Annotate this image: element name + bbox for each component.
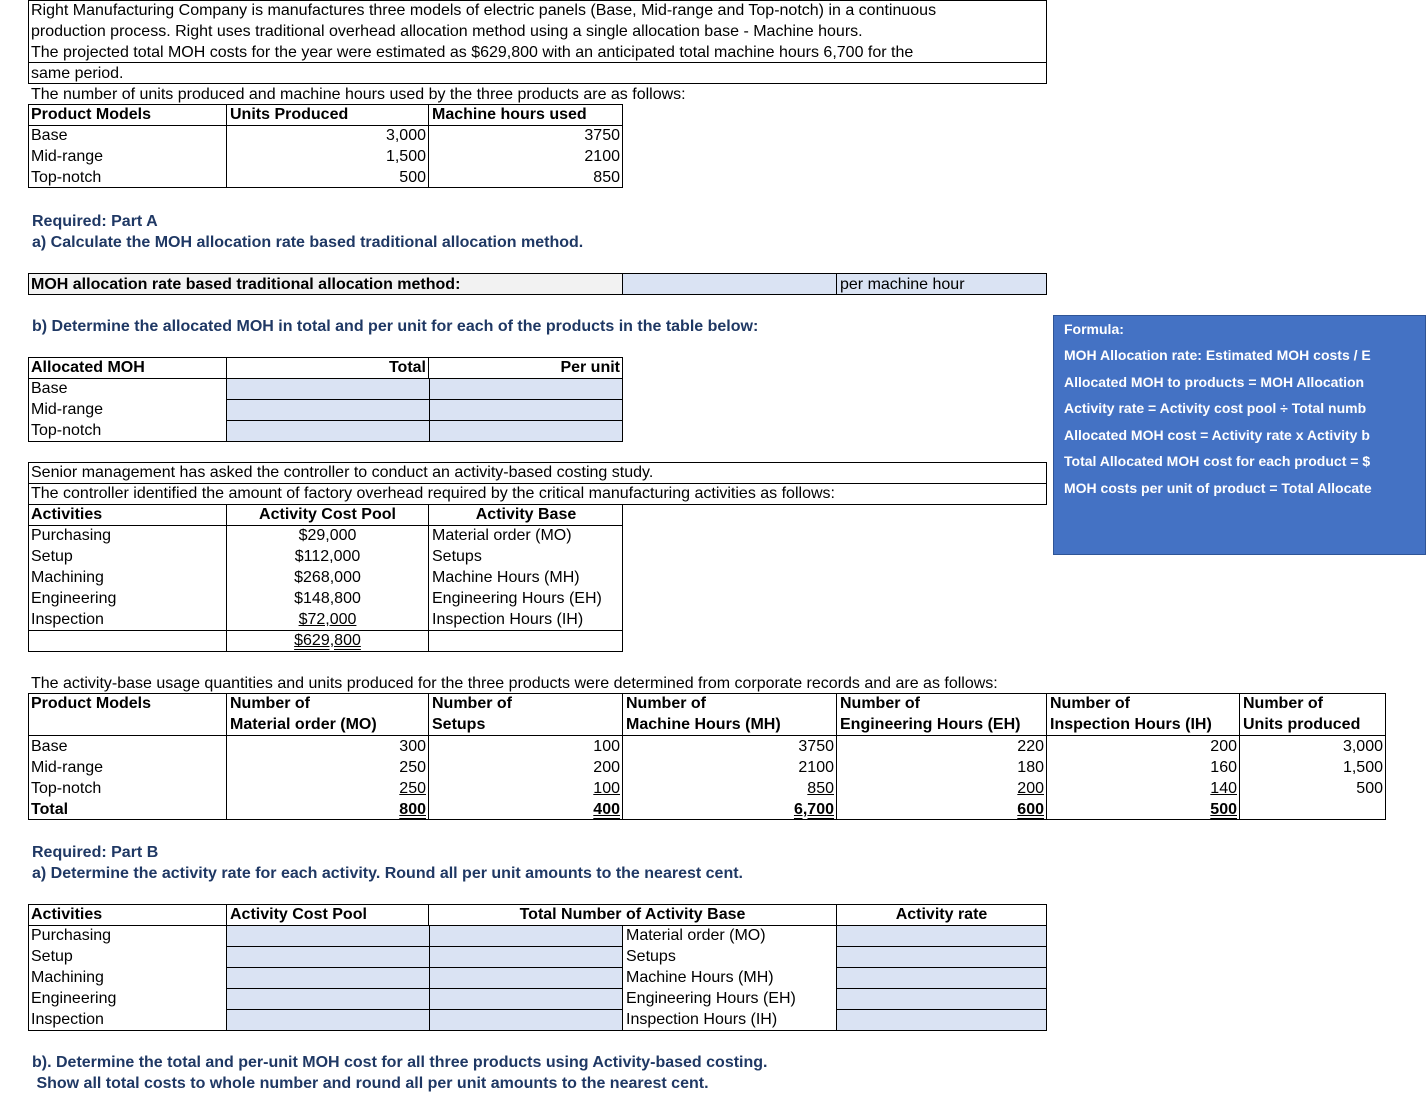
rate-header-pool: Activity Cost Pool [230,906,367,923]
usage-header-ih-top: Number of [1050,695,1130,712]
usage-header-eh-top: Number of [840,695,920,712]
pool-row-base: Setups [432,548,482,565]
rate-row-activity: Machining [31,969,104,986]
rate-row-base: Material order (MO) [626,927,766,944]
pool-row-base: Material order (MO) [432,527,572,544]
usage-row-mo: 250 [399,759,426,776]
usage-row-setups: 200 [593,759,620,776]
formula-line: Allocated MOH cost = Activity rate x Activity b [1064,427,1370,443]
activity-rate-input[interactable] [836,1009,1047,1031]
units-row-units: 500 [399,169,426,186]
usage-total-eh-value: 600 [1017,801,1044,818]
pool-total [226,630,429,651]
usage-row-mh: 2100 [798,759,834,776]
rate-pool-input[interactable] [226,1009,430,1031]
usage-total-label: Total [31,801,69,818]
usage-header-ih: Inspection Hours (IH) [1050,716,1212,733]
usage-row-units: 1,500 [1342,759,1383,776]
partB-question-a: a) Determine the activity rate for each activity. Round all per unit amounts to the nearest cent. [32,865,743,882]
usage-row-setups [429,778,623,799]
partB-question-b2: Show all total costs to whole number and round all per unit amounts to the nearest cent. [32,1075,709,1092]
intro-line-3: The projected total MOH costs for the year were estimated as $629,800 with an anticipated total machine hours 6,700 for the [31,44,914,61]
pool-header-base: Activity Base [475,506,577,523]
rate-base-qty-input[interactable] [429,925,623,947]
formula-title: Formula: [1064,321,1124,337]
alloc-per-unit-input[interactable] [429,420,623,442]
units-row-model: Mid-range [31,148,104,165]
units-header-hours: Machine hours used [432,106,587,123]
usage-row-eh [836,778,1047,799]
usage-row-mo [226,778,429,799]
pool-row-activity: Purchasing [31,527,112,544]
pool-row-activity: Inspection [31,611,104,628]
intro-line-2: production process. Right uses traditional overhead allocation method using a single allocation base - Machine hours. [31,23,863,40]
usage-row-mo: 300 [399,738,426,755]
usage-setups-value: 100 [593,780,620,797]
units-row-units: 3,000 [385,127,426,144]
partA-question-a: a) Calculate the MOH allocation rate based traditional allocation method. [32,234,584,251]
pool-row-activity: Engineering [31,590,117,607]
formula-line: MOH costs per unit of product = Total Allocate [1064,480,1372,496]
pool-row-activity: Machining [31,569,104,586]
usage-total-mh-value: 6,700 [793,801,834,818]
usage-header-mh: Machine Hours (MH) [626,716,781,733]
rate-pool-input[interactable] [226,967,430,989]
pool-row-amount [226,609,429,630]
usage-ih-value: 140 [1210,780,1237,797]
alloc-row-label: Mid-range [31,401,104,418]
units-row-hours: 850 [593,169,620,186]
rate-base-qty-input[interactable] [429,988,623,1010]
usage-mh-value: 850 [807,780,834,797]
rate-row-activity: Engineering [31,990,117,1007]
rate-row-base: Engineering Hours (EH) [626,990,796,1007]
rate-base-qty-input[interactable] [429,967,623,989]
usage-mo-value: 250 [399,780,426,797]
usage-row-setups: 100 [593,738,620,755]
abc-line-1: Senior management has asked the controller to conduct an activity-based costing study. [31,464,654,481]
pool-row-activity: Setup [31,548,73,565]
pool-header-activity: Activities [31,506,103,523]
usage-row-units: 500 [1356,780,1383,797]
pool-row-base: Machine Hours (MH) [432,569,580,586]
alloc-total-input[interactable] [226,378,430,400]
partA-question-b: b) Determine the allocated MOH in total and per unit for each of the products in the table below: [32,318,759,335]
usage-header-mh-top: Number of [626,695,706,712]
alloc-row-label: Top-notch [31,422,102,439]
usage-total-ih-value: 500 [1210,801,1237,818]
rate-pool-input[interactable] [226,946,430,968]
usage-row-eh: 220 [1017,738,1044,755]
rate-pool-input[interactable] [226,988,430,1010]
activity-rate-input[interactable] [836,925,1047,947]
rate-pool-input[interactable] [226,925,430,947]
usage-row-ih: 160 [1210,759,1237,776]
alloc-total-input[interactable] [226,420,430,442]
usage-intro: The activity-base usage quantities and units produced for the three products were determined from corporate records and are as follows: [31,675,998,692]
usage-total-mo [226,799,429,820]
intro-line-5: The number of units produced and machine hours used by the three products are as follows: [31,86,686,103]
rate-row-activity: Inspection [31,1011,104,1028]
pool-total-value: $629,800 [294,632,361,649]
usage-total-setups-value: 400 [593,801,620,818]
pool-row-amount: $148,800 [294,590,361,607]
alloc-header-total: Total [388,359,426,376]
formula-line: MOH Allocation rate: Estimated MOH costs / E [1064,347,1371,363]
pool-row-amount: $268,000 [294,569,361,586]
pool-row-amount: $112,000 [294,548,361,565]
pool-row-amount: $29,000 [298,527,357,544]
usage-row-ih: 200 [1210,738,1237,755]
usage-total-ih [1046,799,1240,820]
usage-row-model: Top-notch [31,780,102,797]
rate-base-qty-input[interactable] [429,1009,623,1031]
alloc-header-label: Allocated MOH [31,359,145,376]
rate-base-qty-input[interactable] [429,946,623,968]
usage-header-mo: Material order (MO) [230,716,377,733]
usage-header-setups: Setups [432,716,486,733]
intro-line-4: same period. [31,65,124,82]
rate-row-activity: Setup [31,948,73,965]
pool-row-base: Inspection Hours (IH) [432,611,584,628]
rate-row-base: Inspection Hours (IH) [626,1011,778,1028]
units-row-model: Top-notch [31,169,102,186]
units-row-hours: 2100 [584,148,620,165]
usage-header-model: Product Models [31,695,152,712]
units-header-model: Product Models [31,106,152,123]
usage-row-model: Base [31,738,68,755]
pool-amount-value: $72,000 [298,611,357,628]
alloc-per-unit-input[interactable] [429,378,623,400]
alloc-total-input[interactable] [226,399,430,421]
usage-total-mo-value: 800 [399,801,426,818]
units-row-hours: 3750 [584,127,620,144]
units-header-units: Units Produced [230,106,349,123]
rate-row-activity: Purchasing [31,927,112,944]
partA-title: Required: Part A [32,213,158,230]
rate-label: MOH allocation rate based traditional allocation method: [31,276,461,293]
usage-header-setups-top: Number of [432,695,512,712]
usage-header-units-top: Number of [1243,695,1323,712]
usage-row-model: Mid-range [31,759,104,776]
units-row-units: 1,500 [385,148,426,165]
partB-question-b1: b). Determine the total and per-unit MOH cost for all three products using Activity-based costing. [32,1054,768,1071]
activity-rate-input[interactable] [836,967,1047,989]
usage-row-units: 3,000 [1342,738,1383,755]
rate-header-rate: Activity rate [895,906,988,923]
abc-line-2: The controller identified the amount of factory overhead required by the critical manufacturing activities as follows: [31,485,835,502]
usage-row-mh [622,778,837,799]
usage-eh-value: 200 [1017,780,1044,797]
rate-unit: per machine hour [840,276,965,293]
rate-header-base: Total Number of Activity Base [519,906,746,923]
usage-total-mh [622,799,837,820]
formula-line: Allocated MOH to products = MOH Allocation [1064,374,1365,390]
units-row-model: Base [31,127,68,144]
rate-row-base: Machine Hours (MH) [626,969,774,986]
formula-line: Activity rate = Activity cost pool ÷ Total numb [1064,400,1367,416]
usage-header-eh: Engineering Hours (EH) [840,716,1021,733]
intro-line-1: Right Manufacturing Company is manufactures three models of electric panels (Base, Mid-range and Top-notch) in a continuous [31,2,937,19]
activity-rate-input[interactable] [836,988,1047,1010]
pool-row-base: Engineering Hours (EH) [432,590,602,607]
usage-row-eh: 180 [1017,759,1044,776]
rate-input[interactable] [622,273,837,295]
usage-header-mo-top: Number of [230,695,310,712]
partB-title: Required: Part B [32,844,159,861]
formula-line: Total Allocated MOH cost for each product = $ [1064,453,1371,469]
rate-header-activity: Activities [31,906,103,923]
activity-rate-input[interactable] [836,946,1047,968]
formula-box [1053,315,1426,555]
usage-total-setups [429,799,623,820]
alloc-row-label: Base [31,380,68,397]
usage-row-ih [1046,778,1240,799]
rate-row-base: Setups [626,948,676,965]
usage-row-mh: 3750 [798,738,834,755]
alloc-per-unit-input[interactable] [429,399,623,421]
pool-header-pool: Activity Cost Pool [259,506,396,523]
alloc-header-per-unit: Per unit [560,359,620,376]
usage-total-eh [836,799,1047,820]
usage-header-units: Units produced [1243,716,1361,733]
